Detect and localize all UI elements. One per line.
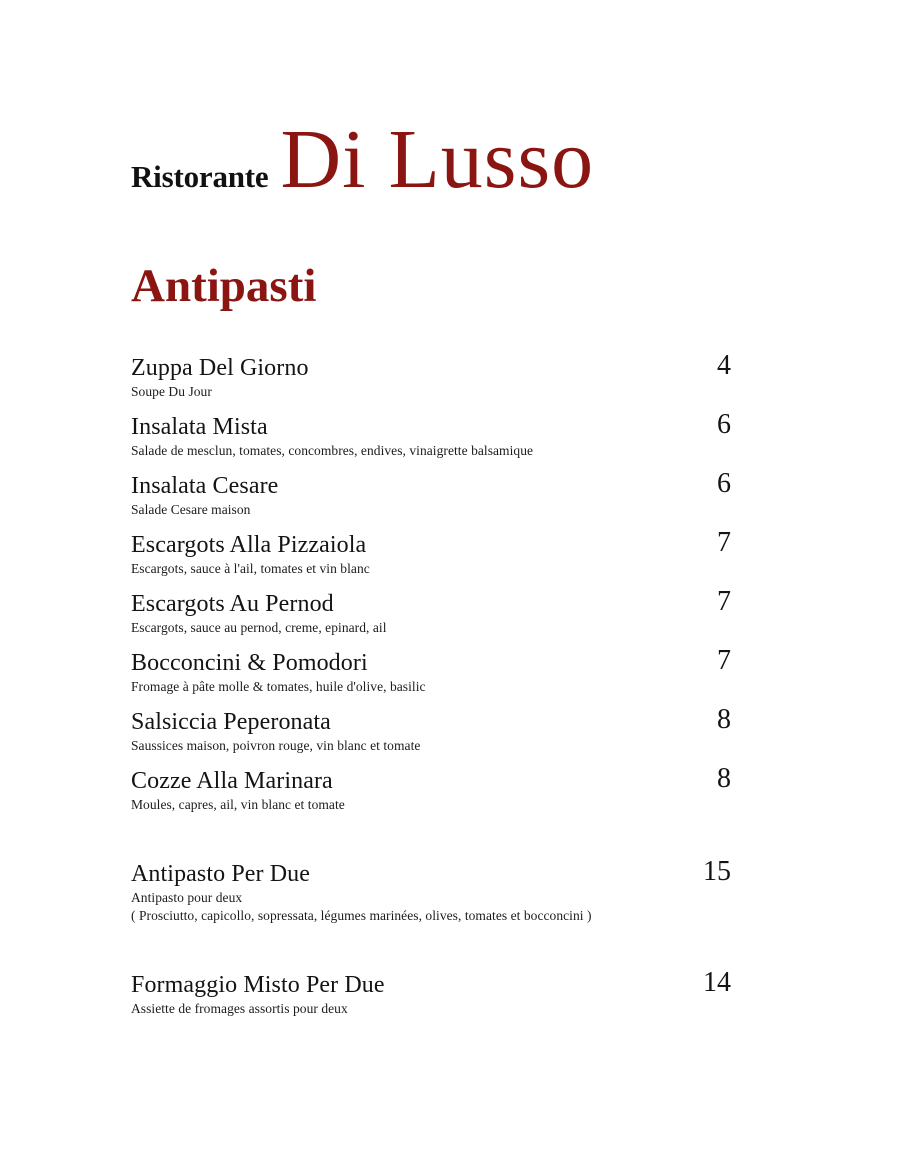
menu-item-header <box>131 967 731 999</box>
menu-item <box>131 645 731 709</box>
menu-item-header <box>131 586 731 618</box>
menu-item <box>131 763 731 827</box>
menu-masthead <box>131 113 771 206</box>
menu-item-description-group <box>131 442 731 473</box>
menu-item-header <box>131 704 731 736</box>
menu-item <box>131 704 731 768</box>
menu-item-price: 15 <box>703 856 731 887</box>
menu-item-description: Soupe Du Jour <box>131 384 212 399</box>
menu-item <box>131 586 731 650</box>
menu-item-description: Escargots, sauce au pernod, creme, epinard, ail <box>131 620 387 635</box>
menu-item <box>131 967 731 1031</box>
menu-item-name: Escargots Au Pernod <box>131 591 334 617</box>
menu-item-name: Formaggio Misto Per Due <box>131 972 385 998</box>
menu-item-description-group <box>131 501 731 532</box>
menu-item-header <box>131 468 731 500</box>
menu-item-name: Cozze Alla Marinara <box>131 768 333 794</box>
section-heading-antipasti: Antipasti <box>131 260 317 312</box>
menu-item-description-group <box>131 560 731 591</box>
menu-item-header <box>131 856 731 888</box>
menu-item-price: 8 <box>717 763 731 794</box>
menu-item-header <box>131 763 731 795</box>
menu-item-description-group <box>131 889 731 938</box>
menu-item-name: Insalata Cesare <box>131 473 279 499</box>
menu-item-price: 7 <box>717 586 731 617</box>
restaurant-prefix: Ristorante <box>131 159 269 194</box>
menu-item-description-group <box>131 678 731 709</box>
menu-item-list <box>131 350 731 1031</box>
menu-item-price: 7 <box>717 645 731 676</box>
menu-item-name: Zuppa Del Giorno <box>131 355 309 381</box>
menu-item-price: 7 <box>717 527 731 558</box>
menu-item <box>131 856 731 938</box>
menu-item <box>131 468 731 532</box>
menu-item-description: Fromage à pâte molle & tomates, huile d'olive, basilic <box>131 679 426 694</box>
menu-item-description-group <box>131 383 731 414</box>
menu-item-description: Moules, capres, ail, vin blanc et tomate <box>131 797 345 812</box>
menu-item-description: Salade Cesare maison <box>131 502 251 517</box>
menu-item-description-secondary: ( Prosciutto, capicollo, sopressata, légumes marinées, olives, tomates et bocconcini ) <box>131 908 592 923</box>
menu-item-header <box>131 350 731 382</box>
menu-item-description: Escargots, sauce à l'ail, tomates et vin blanc <box>131 561 370 576</box>
menu-item-description: Saussices maison, poivron rouge, vin blanc et tomate <box>131 738 421 753</box>
menu-item-description: Antipasto pour deux <box>131 890 243 905</box>
menu-item-price: 6 <box>717 468 731 499</box>
menu-item <box>131 350 731 414</box>
menu-item <box>131 409 731 473</box>
menu-item-name: Antipasto Per Due <box>131 861 311 887</box>
menu-item-description-group <box>131 1000 731 1031</box>
menu-item-name: Bocconcini & Pomodori <box>131 650 368 676</box>
menu-item-description-group <box>131 796 731 827</box>
menu-item-price: 14 <box>703 967 731 998</box>
menu-item-header <box>131 645 731 677</box>
restaurant-name: Di Lusso <box>280 113 595 206</box>
menu-item-description-group <box>131 737 731 768</box>
menu-item-price: 6 <box>717 409 731 440</box>
menu-item-name: Salsiccia Peperonata <box>131 709 331 735</box>
menu-item-description-group <box>131 619 731 650</box>
menu-item-name: Escargots Alla Pizzaiola <box>131 532 367 558</box>
menu-item-header <box>131 409 731 441</box>
menu-item-name: Insalata Mista <box>131 414 268 440</box>
menu-item-header <box>131 527 731 559</box>
menu-item <box>131 527 731 591</box>
menu-item-price: 4 <box>717 350 731 381</box>
menu-item-price: 8 <box>717 704 731 735</box>
menu-item-description: Assiette de fromages assortis pour deux <box>131 1001 348 1016</box>
menu-item-description: Salade de mesclun, tomates, concombres, endives, vinaigrette balsamique <box>131 443 534 458</box>
